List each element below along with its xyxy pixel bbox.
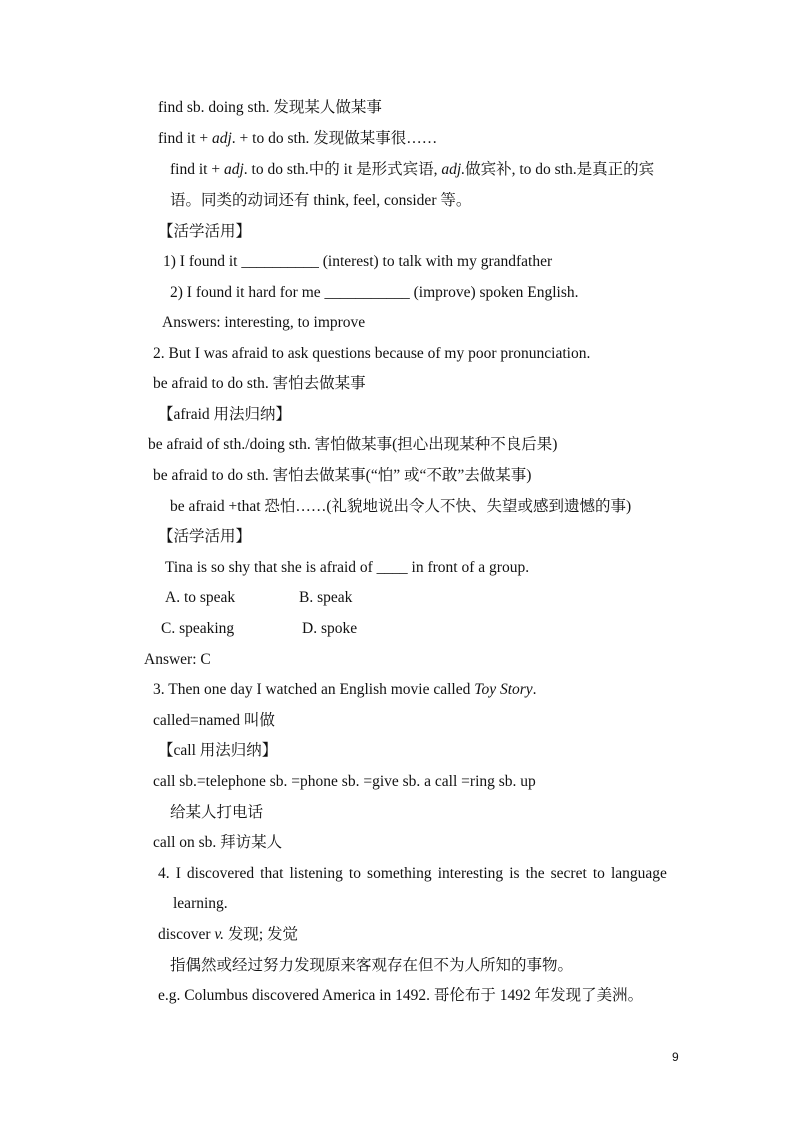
italic-span: adj: [223, 161, 244, 178]
text-line: [158, 129, 437, 149]
text-span: find it +: [170, 161, 224, 178]
text-line: 指偶然或经过努力发现原来客观存在但不为人所知的事物。: [170, 957, 574, 974]
exercise-item: 1) I found it __________ (interest) to talk with my grandfather: [163, 253, 553, 270]
text-span: find it +: [158, 130, 212, 147]
text-span: 3. Then one day I watched an English movie called: [153, 681, 475, 698]
text-line: be afraid to do sth. 害怕去做某事(“怕” 或“不敢”去做某事): [153, 467, 532, 484]
page-number: 9: [672, 1050, 679, 1064]
text-line: be afraid to do sth. 害怕去做某事: [153, 375, 366, 392]
sentence-heading: 4. I discovered that listening to something interesting is the secret to language: [158, 865, 667, 882]
text-span: . + to do sth. 发现做某事很……: [231, 130, 438, 147]
sentence-heading: 2. But I was afraid to ask questions because of my poor pronunciation.: [153, 345, 591, 362]
option-a: A. to speak: [165, 589, 236, 606]
text-line: [170, 160, 654, 180]
section-heading: 【活学活用】: [158, 528, 252, 545]
exercise-item: 2) I found it hard for me ___________ (improve) spoken English.: [170, 284, 579, 301]
text-line: call sb.=telephone sb. =phone sb. =give sb. a call =ring sb. up: [153, 773, 536, 790]
text-line: be afraid +that 恐怕……(礼貌地说出令人不快、失望或感到遗憾的事): [170, 498, 632, 515]
text-span: . to do sth.中的 it 是形式宾语,: [243, 161, 442, 178]
option-c: C. speaking: [161, 620, 235, 637]
sentence-heading: [153, 680, 537, 700]
italic-span: Toy Story: [474, 681, 533, 698]
exercise-item: Tina is so shy that she is afraid of ____ in front of a group.: [165, 559, 530, 576]
text-line: find sb. doing sth. 发现某人做某事: [158, 99, 382, 116]
text-line: [158, 925, 298, 945]
answer-line: Answer: C: [144, 651, 211, 668]
text-span: .: [532, 681, 537, 698]
text-line: call on sb. 拜访某人: [153, 834, 283, 851]
italic-span: adj: [211, 130, 232, 147]
option-b: B. speak: [299, 589, 353, 606]
example-line: e.g. Columbus discovered America in 1492. 哥伦布于 1492 年发现了美洲。: [158, 987, 644, 1004]
text-line: be afraid of sth./doing sth. 害怕做某事(担心出现某种不良后果): [148, 436, 558, 453]
text-line: 给某人打电话: [170, 804, 264, 821]
italic-span: adj.: [441, 161, 466, 178]
answer-line: Answers: interesting, to improve: [162, 314, 366, 331]
text-span: discover: [158, 926, 215, 943]
text-span: 发现; 发觉: [224, 926, 299, 943]
section-heading: 【call 用法归纳】: [158, 742, 278, 759]
text-line: called=named 叫做: [153, 712, 275, 729]
section-heading: 【活学活用】: [158, 223, 252, 240]
section-heading: 【afraid 用法归纳】: [158, 406, 292, 423]
text-line: 语。同类的动词还有 think, feel, consider 等。: [170, 192, 472, 209]
option-d: D. spoke: [302, 620, 358, 637]
italic-span: v.: [214, 926, 224, 943]
text-line: learning.: [173, 895, 228, 912]
text-span: 做宾补, to do sth.是真正的宾: [465, 161, 655, 178]
